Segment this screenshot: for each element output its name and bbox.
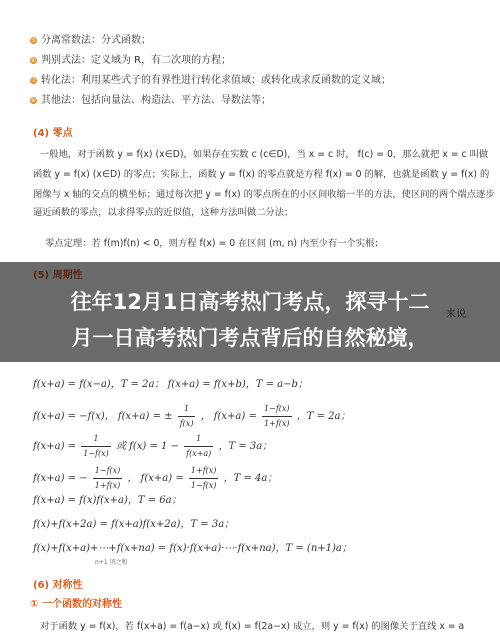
paragraph-line: 逼近函数的零点，以求得零点的近似值，这种方法叫做二分法； xyxy=(33,207,294,218)
section-heading-symmetry: (6) 对称性 xyxy=(33,580,83,591)
fraction xyxy=(93,464,123,493)
method-item xyxy=(30,54,231,68)
bullet-icon: ⑥ xyxy=(30,57,37,64)
bullet-icon: ⑧ xyxy=(30,97,37,104)
method-item xyxy=(30,74,391,88)
numerator: 1−f(x) xyxy=(262,402,292,417)
denominator: 1+f(x) xyxy=(94,481,121,490)
numerator: 1 xyxy=(184,432,213,447)
paragraph-line: 函数 y = f(x) (x∈D) 的零点；实际上，函数 y = f(x) 的零点就是方程 f(x) = 0 的解，也就是函数 y = f(x) 的 xyxy=(33,169,490,180)
formula-line: f(x+a) = f(x−a)，T = 2a； f(x+a) = f(x+b)，T = a−b； xyxy=(33,379,308,390)
paragraph-line: 一般地，对于函数 y = f(x) (x∈D)，如果存在实数 c (c∈D)，当 x = c 时， f(c) = 0，那么就把 x = c 叫做 xyxy=(40,149,489,160)
denominator: f(x) xyxy=(179,419,194,428)
formula-line xyxy=(33,432,272,461)
formula-line: f(x+a) = f(x)f(x+a)，T = 6a； xyxy=(33,495,182,506)
section-heading-zero-point: (4) 零点 xyxy=(33,128,73,139)
formula-part: f(x+a) = −f(x)， f(x+a) = ± xyxy=(33,411,173,422)
method-item-text: 分离常数法：分式函数； xyxy=(41,35,151,46)
formula-part: ，T = 3a； xyxy=(218,441,273,452)
bullet-icon: ⑤ xyxy=(30,37,37,44)
numerator: 1+f(x) xyxy=(189,464,219,479)
method-item-text: 转化法：利用某些式子的有界性进行转化求值域；或转化成求反函数的定义域； xyxy=(41,75,391,86)
formula-part: f(x+a) = xyxy=(33,441,77,452)
fraction xyxy=(262,402,292,431)
formula-part: ，T = 4a； xyxy=(223,473,278,484)
overlay-title-line-1: 往年12月1日高考热门考点，探寻十二 xyxy=(70,290,430,314)
formula-part: ， f(x+a) = xyxy=(200,411,257,422)
numerator: 1−f(x) xyxy=(93,464,123,479)
numerator: 1 xyxy=(178,402,196,417)
method-item xyxy=(30,94,271,108)
denominator: f(x+a) xyxy=(186,449,212,458)
formula-part: f(x+a) = − xyxy=(33,473,88,484)
formula-part: ， f(x+a) = xyxy=(127,473,184,484)
zero-point-theorem: 零点定理：若 f(m)f(n) < 0，则方程 f(x) = 0 在区间 (m, n) 内至少有一个实根； xyxy=(45,238,384,249)
fraction xyxy=(81,432,111,461)
formula-line: f(x)+f(x+a)+⋯+f(x+na) = f(x)·f(x+a)·⋯·f(x+na)，T = (n+1)a； xyxy=(33,543,352,554)
overlay-title-line-2: 月一日高考热门考点背后的自然秘境， xyxy=(71,326,429,350)
paragraph-line: 对于函数 y = f(x)，若 f(x+a) = f(a−x) 或 f(x) = f(2a−x) 成立，则 y = f(x) 的图像关于直线 x = a xyxy=(40,621,465,632)
method-item-text: 判别式法：定义域为 R，有二次项的方程； xyxy=(41,55,232,66)
title-overlay xyxy=(0,262,500,362)
method-item-text: 其他法：包括向量法、构造法、平方法、导数法等； xyxy=(41,95,271,106)
numerator: 1 xyxy=(81,432,111,447)
formula-part: ，T = 2a； xyxy=(296,411,351,422)
method-item xyxy=(30,34,151,48)
subsection-heading: ① 一个函数的对称性 xyxy=(30,599,122,610)
paragraph-line: 图像与 x 轴的交点的横坐标；通过每次把 y = f(x) 的零点所在的小区间收缩一半的方法，使区间的两个端点逐步 xyxy=(33,189,495,200)
formula-part: 或 f(x) = 1 − xyxy=(115,441,179,452)
formula-line: f(x)+f(x+2a) = f(x+a)f(x+2a)，T = 3a； xyxy=(33,519,235,530)
denominator: 1−f(x) xyxy=(83,449,109,458)
formula-subscript-note: n+1 项之和 xyxy=(95,559,128,566)
fraction xyxy=(178,402,196,431)
denominator: 1+f(x) xyxy=(264,419,290,428)
formula-line xyxy=(33,402,350,431)
bullet-icon: ⑦ xyxy=(30,77,37,84)
fraction xyxy=(189,464,219,493)
fraction xyxy=(184,432,213,461)
denominator: 1−f(x) xyxy=(190,481,217,490)
formula-line xyxy=(33,464,277,493)
